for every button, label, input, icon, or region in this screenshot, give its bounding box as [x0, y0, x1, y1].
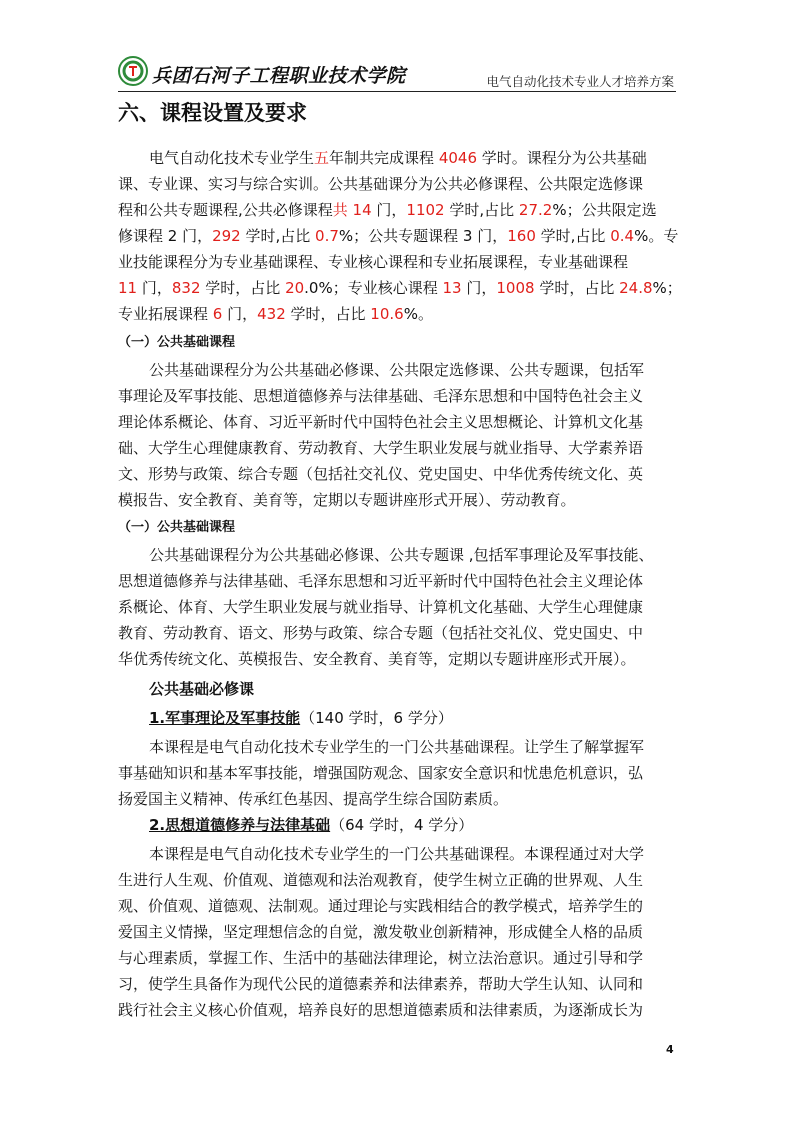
- course-2-line: 习，使学生具备作为现代公民的道德素养和法律素养，帮助大学生认知、认同和: [118, 975, 644, 993]
- course-1-line: 本课程是电气自动化技术专业学生的一门公共基础课程。让学生了解掌握军: [149, 738, 645, 756]
- sub1-line: 础、大学生心理健康教育、劳动教育、大学生职业发展与就业指导、大学素养语: [118, 439, 644, 457]
- course-2-title: 2.思想道德修养与法律基础（64 学时，4 学分）: [149, 816, 474, 834]
- school-logo-icon: [118, 56, 148, 86]
- intro-line-7: 专业拓展课程 6 门，432 学时，占比 10.6%。: [118, 305, 433, 323]
- course-2-line: 观、价值观、道德观、法制观。通过理论与实践相结合的教学模式，培养学生的: [118, 897, 644, 915]
- intro-line-6: 11 门，832 学时，占比 20.0%；专业核心课程 13 门，1008 学时，占比 24.8%；: [118, 279, 682, 297]
- course-2-line: 与心理素质，掌握工作、生活中的基础法律理论，树立法治意识。通过引导和学: [118, 949, 644, 967]
- sub1-line: 模报告、安全教育、美育等，定期以专题讲座形式开展）、劳动教育。: [118, 491, 576, 509]
- course-1-line: 事基础知识和基本军事技能，增强国防观念、国家安全意识和忧患危机意识，弘: [118, 764, 644, 782]
- intro-line-4: 修课程 2 门，292 学时,占比 0.7%；公共专题课程 3 门，160 学时,占比 0.4%。专: [118, 227, 679, 245]
- page-header: [118, 50, 678, 92]
- intro-line-1: 电气自动化技术专业学生五年制共完成课程 4046 学时。课程分为公共基础: [149, 149, 647, 167]
- page-number: 4: [666, 1043, 674, 1056]
- subsection-heading: （一）公共基础课程: [118, 520, 236, 535]
- course-2-line: 践行社会主义核心价值观，培养良好的思想道德素质和法律素质，为逐渐成长为: [118, 1001, 644, 1019]
- course-1-title: 1.军事理论及军事技能（140 学时，6 学分）: [149, 709, 453, 727]
- course-2-line: 生进行人生观、价值观、道德观和法治观教育，使学生树立正确的世界观、人生: [118, 871, 644, 889]
- course-2-line: 本课程是电气自动化技术专业学生的一门公共基础课程。本课程通过对大学: [149, 845, 645, 863]
- course-1-line: 扬爱国主义精神、传承红色基因、提高学生综合国防素质。: [118, 790, 509, 808]
- header-divider: [118, 91, 676, 92]
- document-title: 电气自动化技术专业人才培养方案: [486, 74, 674, 89]
- subsection-heading: （一）公共基础课程: [118, 335, 236, 350]
- sub1-line: 文、形势与政策、综合专题（包括社交礼仪、党史国史、中华优秀传统文化、英: [118, 465, 644, 483]
- course-2-line: 爱国主义情操，坚定理想信念的自觉，激发敬业创新精神，形成健全人格的品质: [118, 923, 644, 941]
- sub1-line: 事理论及军事技能、思想道德修养与法律基础、毛泽东思想和中国特色社会主义: [118, 387, 644, 405]
- required-courses-heading: 公共基础必修课: [149, 680, 255, 698]
- sub1-line: 公共基础课程分为公共基础必修课、公共限定选修课、公共专题课，包括军: [149, 361, 645, 379]
- section-title: 六、课程设置及要求: [118, 101, 307, 125]
- sub2-line: 公共基础课程分为公共基础必修课、公共专题课 ,包括军事理论及军事技能、: [149, 546, 654, 564]
- sub2-line: 思想道德修养与法律基础、毛泽东思想和习近平新时代中国特色社会主义理论体: [118, 572, 644, 590]
- intro-line-5: 业技能课程分为专业基础课程、专业核心课程和专业拓展课程，专业基础课程: [118, 253, 629, 271]
- sub2-line: 系概论、体育、大学生职业发展与就业指导、计算机文化基础、大学生心理健康: [118, 598, 644, 616]
- intro-line-3: 程和公共专题课程,公共必修课程共 14 门，1102 学时,占比 27.2%；公共限定选: [118, 201, 657, 219]
- sub2-line: 华优秀传统文化、英模报告、安全教育、美育等，定期以专题讲座形式开展）。: [118, 650, 636, 668]
- sub1-line: 理论体系概论、体育、习近平新时代中国特色社会主义思想概论、计算机文化基: [118, 413, 644, 431]
- intro-line-2: 课、专业课、实习与综合实训。公共基础课分为公共必修课程、公共限定选修课: [118, 175, 644, 193]
- school-name: 兵团石河子工程职业技术学院: [152, 65, 406, 87]
- sub2-line: 教育、劳动教育、语文、形势与政策、综合专题（包括社交礼仪、党史国史、中: [118, 624, 644, 642]
